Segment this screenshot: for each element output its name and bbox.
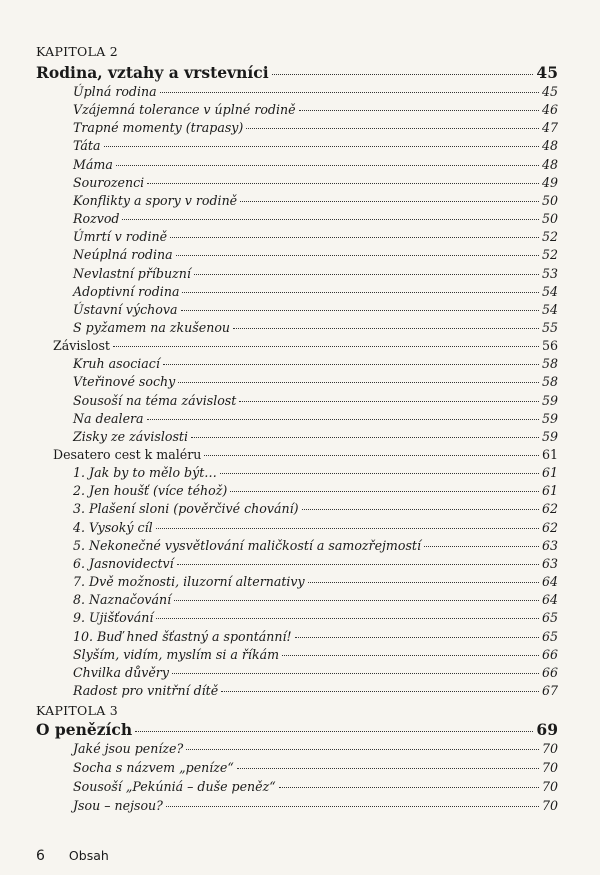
dot-leader [221,691,539,692]
subsection-entry [73,429,558,445]
entry-title: 2. Jen houšť (více téhož) [73,483,228,499]
dot-leader [156,528,539,529]
dot-leader [230,491,539,492]
entry-title: Sourozenci [73,174,145,190]
entry-title: Socha s názvem „peníze“ [73,760,234,776]
subsection-entry [73,610,558,626]
section-entry [53,447,558,463]
entry-title: Rozvod [73,211,120,227]
entry-title: Kruh asociací [73,356,160,372]
entry-title: Konflikty a spory v rodině [73,192,238,208]
entry-page-number: 61 [541,465,558,481]
entry-title: Nevlastní příbuzní [73,265,191,281]
entry-page-number: 70 [541,798,558,814]
chapter-title-row [36,722,558,738]
entry-title: Slyším, vidím, myslím si a říkám [73,646,280,662]
entry-page-number: 66 [541,664,558,680]
subsection-entry [73,374,558,390]
entry-title: Vzájemná tolerance v úplné rodině [73,102,296,118]
entry-title: S pyžamem na zkušenou [73,319,231,335]
entry-page-number: 64 [541,574,558,590]
dot-leader [186,749,539,750]
entry-page-number: 64 [541,592,558,608]
subsection-entry [73,266,558,282]
footer-page-number: 6 [36,848,45,864]
entry-page-number: 70 [541,760,558,776]
entry-page-number: 45 [536,63,558,82]
dot-leader [113,346,539,347]
chapter-title-row [36,65,558,81]
entry-page-number: 61 [541,483,558,499]
entry-page-number: 54 [541,301,558,317]
subsection-entry [73,175,558,191]
dot-leader [178,382,539,383]
subsection-entry [73,284,558,300]
entry-page-number: 50 [541,192,558,208]
subsection-entry [73,247,558,263]
footer-title: Obsah [68,848,109,863]
subsection-entry [73,538,558,554]
dot-leader [308,582,539,583]
entry-page-number: 58 [541,374,558,390]
entry-title: Sousoší na téma závislost [73,392,237,408]
entry-page-number: 62 [541,501,558,517]
entry-title: 10. Buď hned šťastný a spontánní! [73,628,292,644]
entry-title: Radost pro vnitřní dítě [73,682,219,698]
subsection-entry [73,592,558,608]
dot-leader [233,328,539,329]
dot-leader [424,546,539,547]
entry-title: Chvilka důvěry [73,664,169,680]
subsection-entry [73,483,558,499]
subsection-entry [73,665,558,681]
entry-page-number: 61 [541,447,558,462]
entry-page-number: 48 [541,156,558,172]
dot-leader [279,787,539,788]
dot-leader [174,600,539,601]
entry-page-number: 46 [541,102,558,118]
subsection-entry [73,84,558,100]
entry-page-number: 56 [541,338,558,354]
dot-leader [302,509,539,510]
entry-page-number: 58 [541,356,558,372]
subsection-entry [73,320,558,336]
subsection-entry [73,741,558,757]
entry-title: 3. Plašení sloni (pověrčivé chování) [73,501,299,517]
entry-title: Jsou – nejsou? [73,798,163,814]
entry-title: Vteřinové sochy [73,374,176,390]
dot-leader [172,673,539,674]
chapter-label: KAPITOLA 3 [36,703,119,718]
dot-leader [181,310,539,311]
subsection-entry [73,760,558,776]
entry-title: Máma [73,156,113,172]
dot-leader [147,419,539,420]
entry-page-number: 47 [541,120,558,136]
entry-page-number: 59 [541,392,558,408]
dot-leader [194,274,539,275]
dot-leader [166,806,539,807]
entry-title: 7. Dvě možnosti, iluzorní alternativy [73,574,305,590]
subsection-entry [73,157,558,173]
entry-title: Na dealera [73,410,144,426]
dot-leader [299,110,539,111]
subsection-entry [73,138,558,154]
entry-page-number: 55 [541,319,558,335]
dot-leader [272,74,534,75]
dot-leader [176,255,539,256]
entry-page-number: 63 [541,537,558,553]
entry-page-number: 62 [541,519,558,535]
dot-leader [104,146,539,147]
entry-title: Táta [73,138,101,154]
dot-leader [191,437,539,438]
entry-page-number: 70 [541,779,558,795]
dot-leader [163,364,539,365]
subsection-entry [73,779,558,795]
entry-page-number: 69 [536,720,558,739]
subsection-entry [73,520,558,536]
entry-page-number: 52 [541,229,558,245]
subsection-entry [73,798,558,814]
dot-leader [220,473,539,474]
subsection-entry [73,229,558,245]
entry-page-number: 50 [541,211,558,227]
entry-title: Adoptivní rodina [73,283,180,299]
subsection-entry [73,356,558,372]
subsection-entry [73,574,558,590]
subsection-entry [73,501,558,517]
dot-leader [237,768,539,769]
entry-page-number: 53 [541,265,558,281]
dot-leader [295,637,539,638]
dot-leader [177,564,539,565]
dot-leader [116,165,539,166]
page-footer [36,848,109,864]
entry-title: Ústavní výchova [73,301,178,317]
entry-page-number: 70 [541,741,558,756]
entry-title: 4. Vysoký cíl [73,519,153,535]
subsection-entry [73,683,558,699]
subsection-entry [73,302,558,318]
entry-title: Trapné momenty (trapasy) [73,120,244,136]
entry-title: Jaké jsou peníze? [73,741,184,756]
dot-leader [282,655,539,656]
dot-leader [182,292,539,293]
dot-leader [122,219,539,220]
entry-title: Rodina, vztahy a vrstevníci [36,63,269,82]
dot-leader [170,237,539,238]
entry-page-number: 52 [541,247,558,263]
dot-leader [240,201,539,202]
subsection-entry [73,411,558,427]
entry-title: O penězích [36,720,133,739]
entry-title: 6. Jasnovidectví [73,555,174,571]
dot-leader [156,618,539,619]
entry-title: 1. Jak by to mělo být… [73,465,217,481]
chapter-label: KAPITOLA 2 [36,44,119,59]
entry-page-number: 59 [541,410,558,426]
entry-page-number: 49 [541,174,558,190]
subsection-entry [73,629,558,645]
entry-page-number: 65 [541,628,558,644]
entry-title: Desatero cest k maléru [53,447,202,462]
entry-page-number: 65 [541,610,558,626]
subsection-entry [73,647,558,663]
dot-leader [160,92,539,93]
entry-page-number: 48 [541,138,558,154]
section-entry [53,338,558,354]
entry-page-number: 63 [541,555,558,571]
dot-leader [246,128,539,129]
dot-leader [135,731,533,732]
subsection-entry [73,211,558,227]
dot-leader [239,401,539,402]
subsection-entry [73,120,558,136]
entry-title: 8. Naznačování [73,592,172,608]
entry-page-number: 45 [541,84,558,99]
subsection-entry [73,556,558,572]
subsection-entry [73,393,558,409]
entry-page-number: 67 [541,682,558,698]
dot-leader [147,183,539,184]
entry-title: 9. Ujišťování [73,610,154,626]
entry-page-number: 59 [541,428,558,444]
entry-title: Zisky ze závislosti [73,428,188,444]
entry-title: 5. Nekonečné vysvětlování maličkostí a samozřejmostí [73,537,422,553]
entry-page-number: 54 [541,283,558,299]
entry-title: Neúplná rodina [73,247,173,263]
subsection-entry [73,102,558,118]
subsection-entry [73,193,558,209]
entry-title: Sousoší „Pekúniá – duše peněz“ [73,779,276,795]
entry-page-number: 66 [541,646,558,662]
dot-leader [204,455,539,456]
entry-title: Úplná rodina [73,84,157,99]
entry-title: Úmrtí v rodině [73,229,168,245]
entry-title: Závislost [53,338,110,354]
subsection-entry [73,465,558,481]
